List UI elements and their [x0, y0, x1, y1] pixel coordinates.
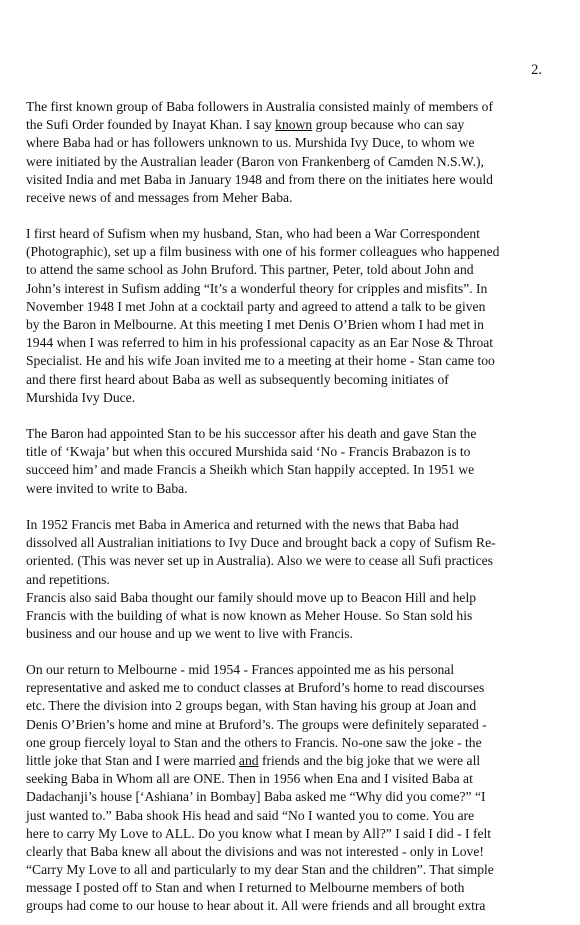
paragraph: [26, 589, 476, 644]
text-line: [26, 334, 499, 352]
text-run: Francis also said Baba thought our family should move up to Beacon Hill and help: [26, 590, 477, 605]
text-run: little joke that Stan and I were married: [26, 752, 239, 768]
text-line: [26, 298, 499, 316]
text-run: November 1948 I met John at a cocktail party and agreed to attend a talk to be given: [26, 298, 486, 314]
text-run: John’s interest in Sufism adding “It’s a wonderful theory for cripples and misfits”. In: [26, 280, 488, 296]
text-line: [26, 316, 499, 334]
text-line: [26, 352, 499, 370]
text-run: and repetitions.: [26, 571, 110, 587]
text-run: dissolved all Australian initiations to Ivy Duce and brought back a copy of Sufism Re-: [26, 535, 496, 551]
text-line: [26, 897, 494, 915]
text-line: [26, 261, 499, 279]
text-run: Francis with the building of what is now known as Meher House. So Stan sold his: [26, 608, 473, 624]
text-line: [26, 534, 496, 552]
text-run: Specialist. He and his wife Joan invited me to a meeting at their home - Stan came too: [26, 353, 495, 369]
text-run: business and our house and up we went to live with Francis.: [26, 626, 353, 642]
paragraph: [26, 225, 499, 407]
underlined-word: and: [238, 752, 259, 768]
paragraph: [26, 516, 496, 589]
text-run: etc. There the division into 2 groups began, with Stan having his group at Joan and: [26, 698, 477, 714]
text-run: to attend the same school as John Bruford. This partner, Peter, told about John and: [26, 262, 474, 278]
text-run: clearly that Baba knew all about the divisions and was not interested - only in Love!: [26, 843, 484, 859]
text-run: group because who can say: [312, 117, 465, 133]
text-run: In 1952 Francis met Baba in America and returned with the news that Baba had: [26, 517, 459, 532]
paragraph: [26, 425, 476, 498]
text-line: [26, 571, 496, 589]
text-run: visited India and met Baba in January 1948 and from there on the initiates here would: [26, 171, 493, 187]
text-run: friends and the big joke that we were all: [258, 752, 481, 768]
text-run: one group fiercely loyal to Stan and the others to Francis. No-one saw the joke - the: [26, 734, 482, 750]
text-line: [26, 879, 494, 897]
text-line: [26, 516, 496, 534]
text-run: seeking Baba in Whom all are ONE. Then in 1956 when Ena and I visited Baba at: [26, 771, 473, 787]
text-line: [26, 389, 499, 407]
text-line: [26, 480, 476, 498]
text-run: succeed him’ and made Francis a Sheikh which Stan happily accepted. In 1951 we: [26, 462, 475, 478]
text-run: The Baron had appointed Stan to be his successor after his death and gave Stan the: [26, 426, 477, 441]
text-line: [26, 825, 494, 843]
text-line: [26, 153, 493, 171]
text-run: representative and asked me to conduct classes at Bruford’s home to read discourses: [26, 680, 485, 696]
text-run: (Photographic), set up a film business with one of his former colleagues who happened: [26, 244, 500, 260]
text-run: title of ‘Kwaja’ but when this occured Murshida said ‘No - Francis Brabazon is to: [26, 444, 471, 460]
text-run: here to carry My Love to ALL. Do you know what I mean by All?” I said I did - I felt: [26, 825, 492, 841]
text-line: [26, 607, 476, 625]
text-line: [26, 807, 494, 825]
text-line: [26, 225, 499, 243]
page-number: 2.: [531, 62, 542, 78]
text-run: Dadachanji’s house [‘Ashiana’ in Bombay] Baba asked me “Why did you come?” “I: [26, 789, 486, 805]
text-run: where Baba had or has followers unknown to us. Murshida Ivy Duce, to whom we: [26, 135, 475, 151]
paragraph: [26, 661, 494, 916]
text-run: groups had come to our house to hear about it. All were friends and all brought extra: [26, 898, 486, 914]
text-run: On our return to Melbourne - mid 1954 - Frances appointed me as his personal: [26, 662, 455, 677]
text-line: [26, 697, 494, 715]
text-line: [26, 134, 493, 152]
text-run: The first known group of Baba followers in Australia consisted mainly of members of: [26, 99, 493, 114]
text-line: [26, 770, 494, 788]
underlined-word: known: [275, 117, 313, 133]
text-line: [26, 461, 476, 479]
text-run: were invited to write to Baba.: [26, 480, 188, 496]
text-line: [26, 589, 476, 607]
paragraph: [26, 98, 493, 207]
text-run: by the Baron in Melbourne. At this meeting I met Denis O’Brien whom I had met in: [26, 316, 484, 332]
text-run: receive news of and messages from Meher Baba.: [26, 189, 293, 205]
text-line: [26, 625, 476, 643]
text-line: [26, 280, 499, 298]
text-line: [26, 116, 493, 134]
text-run: 1944 when I was referred to him in his professional capacity as an Ear Nose & Throat: [26, 335, 494, 351]
text-run: Murshida Ivy Duce.: [26, 389, 136, 405]
text-line: [26, 425, 476, 443]
text-line: [26, 189, 493, 207]
text-line: [26, 371, 499, 389]
text-line: [26, 552, 496, 570]
text-run: were initiated by the Australian leader (Baron von Frankenberg of Camden N.S.W.),: [26, 153, 484, 169]
text-run: message I posted off to Stan and when I returned to Melbourne members of both: [26, 880, 465, 896]
text-line: [26, 716, 494, 734]
text-line: [26, 734, 494, 752]
text-run: just wanted to.” Baba shook His head and said “No I wanted you to come. You are: [26, 807, 475, 823]
text-line: [26, 679, 494, 697]
text-line: [26, 843, 494, 861]
text-line: [26, 243, 499, 261]
text-line: [26, 171, 493, 189]
text-run: the Sufi Order founded by Inayat Khan. I say: [26, 117, 276, 133]
text-run: I first heard of Sufism when my husband, Stan, who had been a War Correspondent: [26, 226, 480, 241]
text-run: Denis O’Brien’s home and mine at Bruford’s. The groups were definitely separated -: [26, 716, 487, 732]
text-line: [26, 443, 476, 461]
text-run: and there first heard about Baba as well as subsequently becoming initiates of: [26, 371, 449, 387]
text-line: [26, 752, 494, 770]
text-line: [26, 98, 493, 116]
text-line: [26, 661, 494, 679]
text-run: oriented. (This was never set up in Australia). Also we were to cease all Sufi practices: [26, 553, 493, 569]
text-line: [26, 788, 494, 806]
text-run: “Carry My Love to all and particularly to my dear Stan and the children”. That simple: [26, 862, 494, 878]
text-line: [26, 861, 494, 879]
